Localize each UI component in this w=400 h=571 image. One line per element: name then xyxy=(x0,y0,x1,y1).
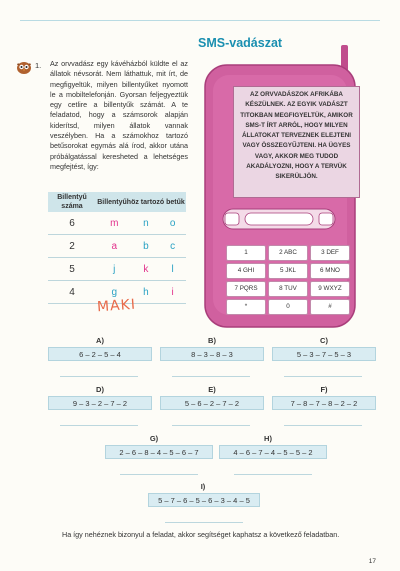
answer-line[interactable] xyxy=(172,425,250,426)
table-cell-letter: m xyxy=(96,212,133,235)
table-row xyxy=(48,235,186,258)
answer-line[interactable] xyxy=(284,376,362,377)
table-cell-letter: g xyxy=(96,281,133,304)
keypad-key: 5 JKL xyxy=(268,263,308,279)
table-cell-letter: c xyxy=(159,235,186,258)
answer-line[interactable] xyxy=(120,474,198,475)
keypad-key: 3 DEF xyxy=(310,245,350,261)
top-rule xyxy=(20,20,380,21)
exercise-label: G) xyxy=(149,434,159,443)
page-title: SMS-vadászat xyxy=(198,36,283,50)
answer-line[interactable] xyxy=(60,425,138,426)
table-cell-key: 4 xyxy=(48,281,96,304)
phone-screen-message: AZ ORVVADÁSZOK AFRIKÁBA KÉSZÜLNEK. AZ EGYIK VADÁSZT TITOKBAN MEGFIGYELTÜK, AMIKOR SMS-T ÍRT ARRÓL, HOGY MILYEN ÁLLATOKAT TERVEZNEK ELEJTENI VAGY ÖSSZEGYŰJTENI. HA ÜGYES VAGY, AKKOR MEG TUDOD AKADÁLYOZNI, HOGY A TERVÜK SIKERÜLJÖN. xyxy=(233,86,360,198)
table-cell-letter: l xyxy=(159,258,186,281)
exercise-code: 7 – 8 – 7 – 8 – 2 – 2 xyxy=(272,396,376,410)
phone-keypad xyxy=(226,245,350,317)
exercise-label: B) xyxy=(208,336,216,345)
table-cell-letter: o xyxy=(159,212,186,235)
example-answer: MAKI xyxy=(96,296,137,316)
exercise-label: A) xyxy=(96,336,104,345)
exercise-code: 5 – 6 – 2 – 7 – 2 xyxy=(160,396,264,410)
key-letter-table xyxy=(48,192,186,304)
exercise-label: E) xyxy=(208,385,216,394)
answer-line[interactable] xyxy=(172,376,250,377)
table-cell-letter: a xyxy=(96,235,133,258)
answer-line[interactable] xyxy=(284,425,362,426)
table-cell-key: 5 xyxy=(48,258,96,281)
keypad-key: 9 WXYZ xyxy=(310,281,350,297)
exercise-code: 9 – 3 – 2 – 7 – 2 xyxy=(48,396,152,410)
keypad-key: 4 GHI xyxy=(226,263,266,279)
exercise-code: 5 – 7 – 6 – 5 – 6 – 3 – 4 – 5 xyxy=(148,493,260,507)
keypad-key: 7 PQRS xyxy=(226,281,266,297)
table-cell-key: 2 xyxy=(48,235,96,258)
exercise-code: 4 – 6 – 7 – 4 – 5 – 5 – 2 xyxy=(219,445,327,459)
table-header-key: Billentyű száma xyxy=(48,192,96,212)
keypad-key: # xyxy=(310,299,350,315)
keypad-key: 8 TUV xyxy=(268,281,308,297)
keypad-key: * xyxy=(226,299,266,315)
exercise-code: 6 – 2 – 5 – 4 xyxy=(48,347,152,361)
table-cell-letter: n xyxy=(133,212,160,235)
owl-icon xyxy=(16,60,32,74)
keypad-key: 2 ABC xyxy=(268,245,308,261)
task-text: Az orvvadász egy kávéházból küldte el az állatok névsorát. Nem láthattuk, mit írt, de megfigyeltük, milyen billentyűket nyomott le a mobiltelefonján. Gyorsan feljegyeztük egy cetlire a billentyűk számát. A te feladatod, hogy a számsorok alapján kiderítsd, milyen állatok vannak veszélyben. Ha a számokhoz tartozó betűsorokat egymás alá írod, akkor utána próbálgatással keresheted a lehetséges megfejtést, így: xyxy=(50,59,188,171)
exercise-label: H) xyxy=(264,434,272,443)
exercise-code: 8 – 3 – 8 – 3 xyxy=(160,347,264,361)
exercise-code: 5 – 3 – 7 – 5 – 3 xyxy=(272,347,376,361)
exercise-label: C) xyxy=(320,336,328,345)
answer-line[interactable] xyxy=(60,376,138,377)
exercise-label: F) xyxy=(320,385,328,394)
table-row xyxy=(48,212,186,235)
keypad-key: 0 xyxy=(268,299,308,315)
table-cell-letter: i xyxy=(159,281,186,304)
table-cell-key: 6 xyxy=(48,212,96,235)
task-number: 1. xyxy=(35,61,42,70)
hint-text: Ha így nehéznek bizonyul a feladat, akkor segítséget kaphatsz a következő feladatban. xyxy=(62,530,340,539)
exercise-label: I) xyxy=(200,482,206,491)
table-header-letters: Billentyűhöz tartozó betűk xyxy=(96,192,186,212)
table-cell-letter: b xyxy=(133,235,160,258)
table-cell-letter: j xyxy=(96,258,133,281)
exercise-code: 2 – 6 – 8 – 4 – 5 – 6 – 7 xyxy=(105,445,213,459)
exercise-label: D) xyxy=(96,385,104,394)
answer-line[interactable] xyxy=(165,522,243,523)
page-number: 17 xyxy=(368,558,376,565)
table-row xyxy=(48,258,186,281)
keypad-key: 1 xyxy=(226,245,266,261)
answer-line[interactable] xyxy=(234,474,312,475)
table-cell-letter: h xyxy=(133,281,160,304)
table-cell-letter: k xyxy=(133,258,160,281)
keypad-key: 6 MNO xyxy=(310,263,350,279)
